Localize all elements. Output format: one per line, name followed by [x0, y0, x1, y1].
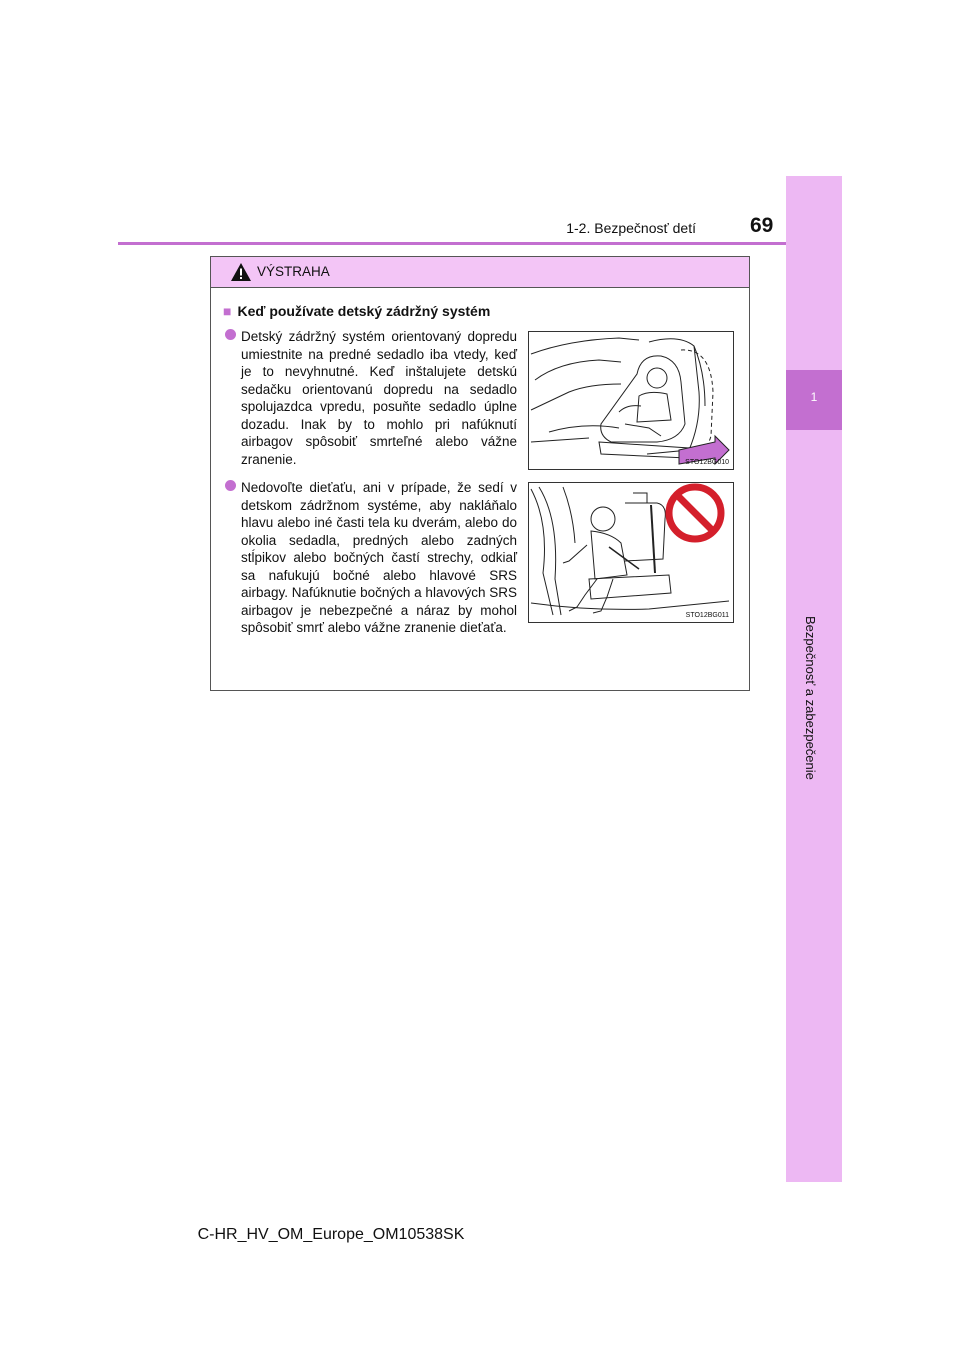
page-number: 69 [750, 214, 774, 237]
chapter-number-block [786, 370, 842, 430]
header-rule [118, 242, 786, 245]
warning-triangle-icon [230, 262, 252, 282]
chapter-side-tab [786, 176, 842, 1182]
square-bullet-icon: ■ [223, 303, 232, 319]
warning-item-1 [241, 328, 517, 468]
warning-title: VÝSTRAHA [257, 264, 330, 279]
illustration-code: STO12BG011 [685, 612, 729, 619]
child-leaning-drawing [529, 483, 733, 622]
warning-item-1-text: Detský zádržný systém orientovaný dopredu umiestnite na predné sedadlo iba vtedy, keď je to nevyhnutné. Keď inštalujete detskú sedačku orientovanú dopredu na sedadlo spolujazdca vpredu, posuňte sedadlo úplne dozadu. Inak by to mohlo pri nafúknutí airbagov spôsobiť smrteľné alebo vážne zranenie. [241, 329, 517, 467]
warning-subheading-text: Keď používate detský zádržný systém [237, 303, 491, 319]
chapter-title: Bezpečnosť a zabezpečenie [803, 616, 818, 780]
warning-item-2-text: Nedovoľte dieťaťu, ani v prípade, že sedí v detskom zádržnom systéme, aby nakláňalo hlavu alebo iné časti tela ku dverám, alebo do okolia sedadla, predných alebo zadných stĺpikov alebo bočných častí strechy, odkiaľ sa nafukujú bočné alebo hlavové SRS airbagy. Nafúknutie bočných a hlavových SRS airbagov je nebezpečné a náraz by mohol spôsobiť smrť alebo vážne zranenie dieťaťa. [241, 480, 517, 635]
prohibition-icon [669, 487, 721, 539]
chapter-number: 1 [810, 390, 818, 404]
round-bullet-icon [225, 480, 236, 491]
warning-item-2 [241, 479, 517, 637]
warning-subheading [223, 303, 490, 319]
round-bullet-icon [225, 329, 236, 340]
document-id: C-HR_HV_OM_Europe_OM10538SK [197, 1226, 465, 1243]
section-title: 1-2. Bezpečnosť detí [566, 220, 696, 236]
child-seat-drawing [529, 332, 733, 469]
forward-facing-child-seat-illustration [528, 331, 734, 470]
illustration-code: STO12BG010 [685, 459, 729, 466]
warning-header [211, 257, 749, 288]
warning-box [210, 256, 750, 691]
child-leaning-illustration [528, 482, 734, 623]
